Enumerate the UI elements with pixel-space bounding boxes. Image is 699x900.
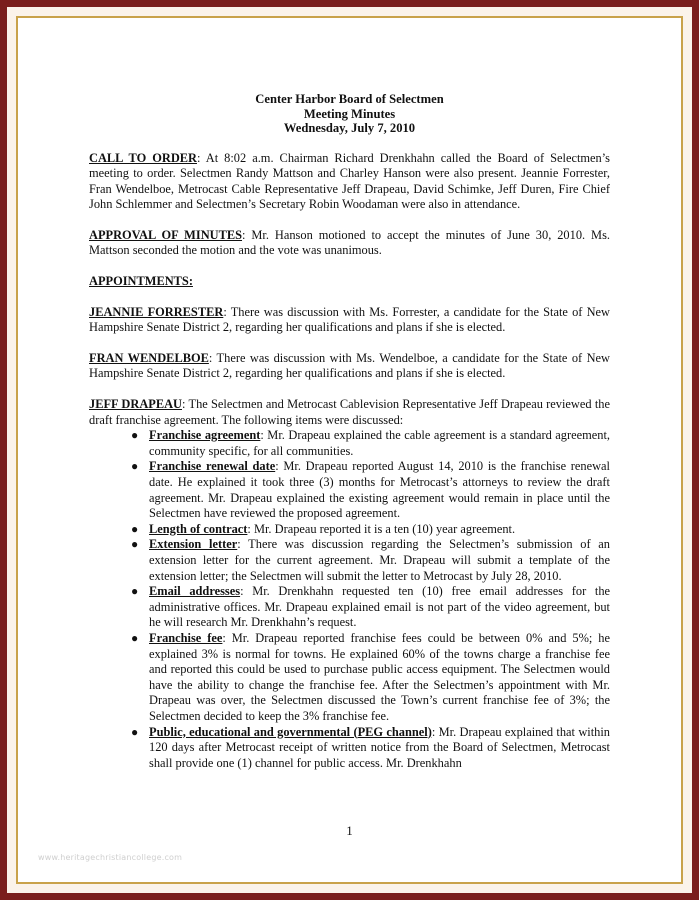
approval-paragraph (89, 228, 610, 259)
wendelboe-paragraph (89, 351, 610, 382)
bullet-icon: ● (131, 521, 139, 536)
bullet-icon: ● (131, 584, 139, 599)
appointments-heading: APPOINTMENTS: (89, 274, 193, 289)
call-to-order-text: : At 8:02 a.m. Chairman Richard Drenkhahn called the Board of Selectmen’s meeting to order. Selectmen Randy Mattson and Charley Hanson were also present. Jeannie Forrester, Fran Wendelboe, Metrocast Cable Representative Jeff Drapeau, David Schimke, Jeff Duren, Fire Chief John Schlemmer and Selectmen’s Secretary Robin Woodaman were also in attendance. (89, 150, 610, 212)
forrester-paragraph (89, 305, 610, 336)
call-to-order-heading: CALL TO ORDER (89, 150, 197, 165)
bullet-icon: ● (131, 537, 139, 552)
forrester-text: : There was discussion with Ms. Forrester, a candidate for the State of New Hampshire Senate District 2, regarding her qualifications and plans if she is elected. (89, 304, 610, 335)
drapeau-paragraph (89, 397, 610, 428)
wendelboe-heading: FRAN WENDELBOE (89, 350, 209, 365)
list-item (89, 631, 610, 725)
list-item (89, 428, 610, 459)
document-title (89, 92, 610, 136)
list-item (89, 537, 610, 584)
item-text: : Mr. Drapeau reported franchise fees could be between 0% and 5%; he explained 3% is normal for towns. He explained 60% of the towns charge a franchise fee and reported this could be used to purchase public access equipment. The Selectmen would have the ability to change the franchise fee. After the Selectmen’s appointment with Mr. Drapeau was over, the Selectmen discussed the Town’s current franchise fee of 3%; the Selectmen decided to keep the 3% franchise fee. (149, 630, 610, 723)
drapeau-heading: JEFF DRAPEAU (89, 397, 182, 412)
drapeau-text: : The Selectmen and Metrocast Cablevision Representative Jeff Drapeau reviewed the draft franchise agreement. The following items were discussed: (89, 397, 610, 427)
forrester-heading: JEANNIE FORRESTER (89, 304, 224, 319)
list-item (89, 459, 610, 521)
approval-heading: APPROVAL OF MINUTES (89, 227, 243, 242)
discussion-items-list (89, 428, 610, 771)
item-text: : Mr. Drapeau reported August 14, 2010 is the franchise renewal date. He explained it took three (3) months for Metrocast’s attorneys to review the draft agreement. Mr. Drapeau explained the existing agreement would remain in place until the Selectmen have reviewed the proposed agreement. (149, 459, 610, 521)
item-text: : There was discussion regarding the Selectmen’s submission of an extension letter for the current agreement. Mr. Drapeau will submit a template of the extension letter; the Selectmen will submit the letter to Metrocast by July 28, 2010. (149, 537, 610, 583)
bullet-icon: ● (131, 630, 139, 645)
title-date: Wednesday, July 7, 2010 (283, 121, 416, 135)
bullet-icon: ● (131, 724, 139, 739)
call-to-order-paragraph (89, 151, 610, 213)
title-board: Center Harbor Board of Selectmen (255, 92, 444, 106)
bullet-icon: ● (131, 459, 139, 474)
item-heading: Franchise agreement (149, 428, 261, 443)
title-minutes: Meeting Minutes (303, 106, 396, 121)
item-heading: Extension letter (149, 537, 238, 552)
approval-text: : Mr. Hanson motioned to accept the minutes of June 30, 2010. Ms. Mattson seconded the motion and the vote was unanimous. (89, 227, 610, 258)
item-text: : Mr. Drapeau explained the cable agreement is a standard agreement, community specific, for all communities. (149, 428, 610, 458)
item-heading: Length of contract (149, 521, 248, 536)
item-text: : Mr. Drenkhahn requested ten (10) free email addresses for the administrative offices. Mr. Drapeau explained email is not part of the video agreement, but he will research Mr. Drenkhahn’s request. (149, 584, 611, 630)
item-text: : Mr. Drapeau reported it is a ten (10) year agreement. (247, 521, 516, 536)
page-number: 1 (346, 823, 353, 838)
list-item (89, 522, 610, 538)
item-text: : Mr. Drapeau explained that within 120 days after Metrocast receipt of written notice from the Board of Selectmen, Metrocast shall provide one (1) channel for public access. Mr. Drenkhahn (149, 724, 610, 770)
item-heading: Franchise fee (149, 630, 223, 645)
document-page (89, 92, 610, 771)
list-item (89, 584, 610, 631)
list-item (89, 725, 610, 772)
item-heading: Email addresses (149, 584, 241, 599)
item-heading: Franchise renewal date (149, 459, 276, 474)
watermark-text: www.heritagechristiancollege.com (38, 853, 183, 862)
wendelboe-text: : There was discussion with Ms. Wendelboe, a candidate for the State of New Hampshire Senate District 2, regarding her qualifications and plans if she is elected. (89, 350, 610, 381)
item-heading: Public, educational and governmental (PEG channel) (149, 724, 432, 739)
appointments-paragraph (89, 274, 610, 290)
bullet-icon: ● (131, 428, 139, 443)
